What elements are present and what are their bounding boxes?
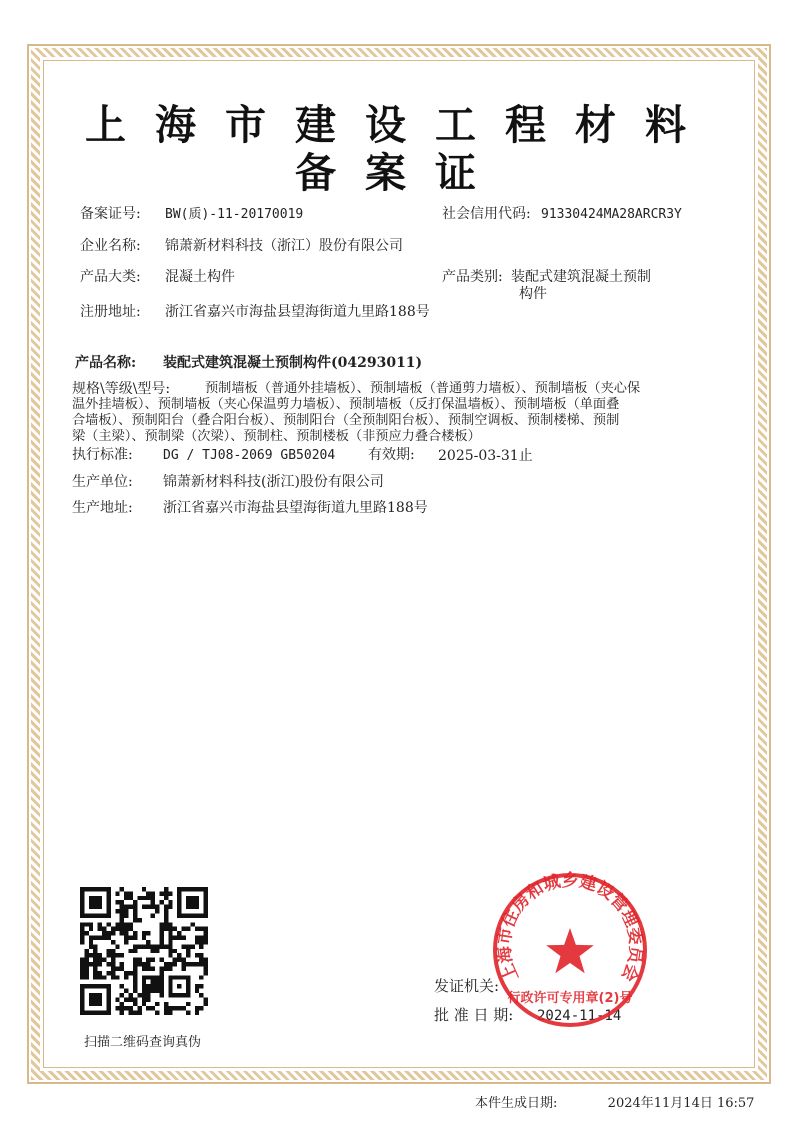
standard-value: DG / TJ08-2069 GB50204 <box>163 448 336 463</box>
category-label: 产品大类: <box>80 269 141 285</box>
validity-label: 有效期: <box>368 447 415 463</box>
official-seal <box>490 870 650 1030</box>
spec-line-3: 合墙板）、预制阳台（叠合阳台板）、预制阳台（全预制阳台板）、预制空调板、预制楼梯、预制 <box>72 413 620 428</box>
reg-addr-value: 浙江省嘉兴市海盐县望海街道九里路188号 <box>165 304 430 320</box>
product-name-label: 产品名称: <box>75 355 137 371</box>
spec-line-1: 预制墙板（普通外挂墙板）、预制墙板（普通剪力墙板）、预制墙板（夹心保 <box>205 381 641 396</box>
generation-date-value: 2024年11月14日 16:57 <box>607 1096 755 1111</box>
category-value: 混凝土构件 <box>165 269 235 285</box>
producer-value: 锦萧新材料科技(浙江)股份有限公司 <box>163 474 384 490</box>
credit-code-label: 社会信用代码: <box>442 206 531 222</box>
reg-addr-label: 注册地址: <box>80 304 141 320</box>
spec-line-2: 温外挂墙板）、预制墙板（夹心保温剪力墙板）、预制墙板（反打保温墙板）、预制墙板（单面叠 <box>72 397 620 412</box>
record-no-value: BW(质)-11-20170019 <box>165 207 304 222</box>
generation-date-label: 本件生成日期: <box>475 1096 558 1111</box>
seal-inner-text: 行政许可专用章(2)号 <box>507 991 633 1006</box>
validity-value: 2025-03-31止 <box>438 448 533 464</box>
type-value-line2: 构件 <box>519 286 547 302</box>
approval-date-value: 2024-11-14 <box>537 1008 622 1024</box>
type-value-line1: 装配式建筑混凝土预制 <box>511 269 651 285</box>
record-no-label: 备案证号: <box>80 206 141 222</box>
spec-label: 规格\等级\型号: <box>72 381 171 397</box>
svg-text:上海市住房和城乡建设管理委员会 <box>493 870 646 985</box>
certificate-title: 上海市建设工程材料 <box>85 101 715 149</box>
certificate-subtitle: 备案证 <box>295 149 505 197</box>
qr-code[interactable] <box>80 887 208 1015</box>
producer-label: 生产单位: <box>72 474 133 490</box>
approval-date-label: 批 准 日 期: <box>434 1006 514 1024</box>
seal-star-icon <box>546 928 594 973</box>
company-label: 企业名称: <box>80 238 141 254</box>
type-label: 产品类别: <box>442 269 503 285</box>
seal-outer-text: 上海市住房和城乡建设管理委员会 <box>494 871 646 985</box>
generation-date <box>475 1092 754 1111</box>
spec-line-4: 梁（主梁）、预制梁（次梁）、预制柱、预制楼板（非预应力叠合楼板） <box>72 429 481 444</box>
qr-caption: 扫描二维码查询真伪 <box>84 1035 202 1050</box>
credit-code-value: 91330424MA28ARCR3Y <box>541 207 682 222</box>
company-value: 锦萧新材料科技（浙江）股份有限公司 <box>165 238 403 254</box>
standard-label: 执行标准: <box>72 447 133 463</box>
issuer-label: 发证机关: <box>434 977 500 995</box>
product-name-value: 装配式建筑混凝土预制构件(04293011) <box>163 355 423 371</box>
prod-addr-value: 浙江省嘉兴市海盐县望海街道九里路188号 <box>163 500 428 516</box>
prod-addr-label: 生产地址: <box>72 500 133 516</box>
